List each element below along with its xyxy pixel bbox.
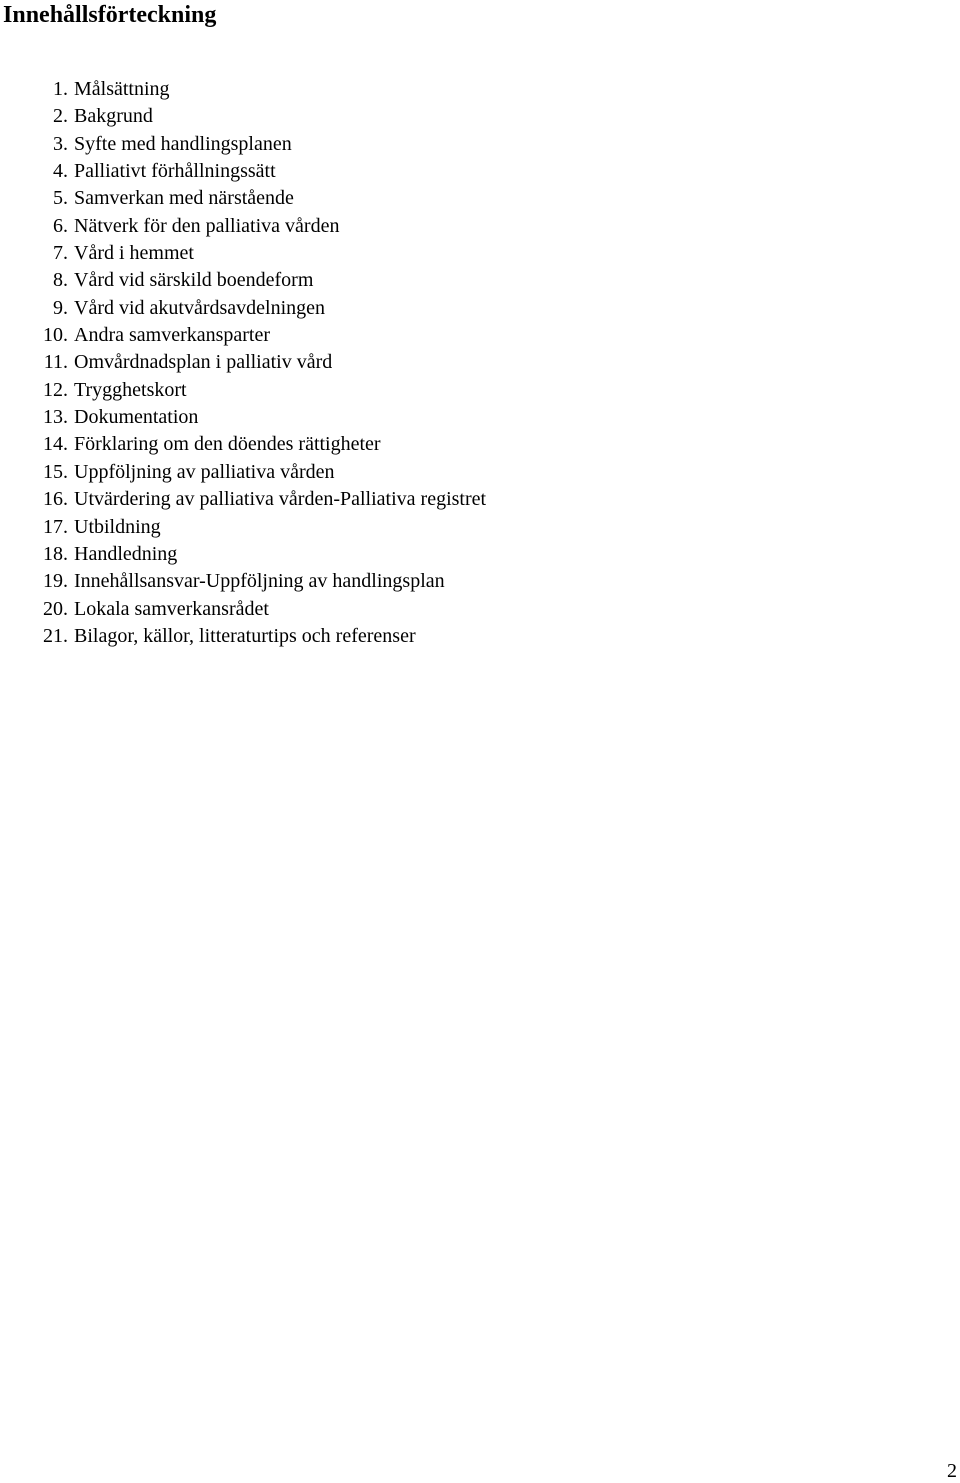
toc-item-number: 13. [43, 406, 68, 429]
toc-item-number: 21. [43, 624, 68, 647]
toc-item-number: 20. [43, 597, 68, 620]
toc-item-text: Vård vid särskild boendeform [74, 269, 314, 292]
toc-item-number: 3. [53, 132, 68, 155]
toc-item-text: Dokumentation [74, 406, 199, 429]
page-number: 2 [947, 1460, 957, 1482]
toc-item-number: 1. [53, 78, 68, 100]
toc-item-text: Samverkan med närstående [74, 187, 294, 210]
toc-item-text: Uppföljning av palliativa vården [74, 460, 335, 483]
toc-item-number: 9. [53, 296, 68, 319]
toc-item-text: Utbildning [74, 515, 161, 538]
toc-item-number: 6. [53, 214, 68, 237]
toc-item-number: 19. [43, 570, 68, 593]
toc-item-text: Innehållsansvar-Uppföljning av handlingsplan [74, 570, 445, 593]
toc-item-text: Vård vid akutvårdsavdelningen [74, 296, 326, 319]
toc-item-number: 4. [53, 160, 68, 183]
toc-item-number: 17. [43, 515, 68, 538]
toc-item-text: Utvärdering av palliativa vården-Palliativa registret [74, 488, 487, 511]
page-title: Innehållsförteckning [3, 2, 217, 28]
toc-item-number: 16. [43, 488, 68, 511]
toc-item-text: Omvårdnadsplan i palliativ vård [74, 351, 333, 374]
toc-item-text: Bakgrund [74, 105, 153, 128]
toc-item-text: Andra samverkansparter [74, 324, 271, 347]
toc-item-text: Förklaring om den döendes rättigheter [74, 433, 381, 456]
toc-item-text: Palliativt förhållningssätt [74, 160, 276, 183]
toc-item-text: Handledning [74, 542, 178, 565]
toc-item-text: Syfte med handlingsplanen [74, 132, 292, 155]
toc-item-number: 12. [43, 378, 68, 401]
toc-item-number: 5. [53, 187, 68, 210]
toc-item-number: 10. [43, 324, 68, 347]
toc-item-number: 14. [43, 433, 68, 456]
toc-item-number: 7. [53, 242, 68, 265]
toc-item-number: 2. [53, 105, 68, 128]
toc-item-text: Vård i hemmet [74, 242, 194, 265]
toc-item-text: Nätverk för den palliativa vården [74, 214, 340, 237]
toc-item-number: 15. [43, 460, 68, 483]
toc-item-number: 18. [43, 542, 68, 565]
toc-item-text: Målsättning [74, 78, 170, 100]
toc-item-number: 8. [53, 269, 68, 292]
toc-item-text: Trygghetskort [74, 378, 187, 401]
toc-item-text: Lokala samverkansrådet [74, 597, 269, 620]
toc-item-text: Bilagor, källor, litteraturtips och referenser [74, 624, 416, 647]
toc-item-number: 11. [43, 351, 68, 374]
